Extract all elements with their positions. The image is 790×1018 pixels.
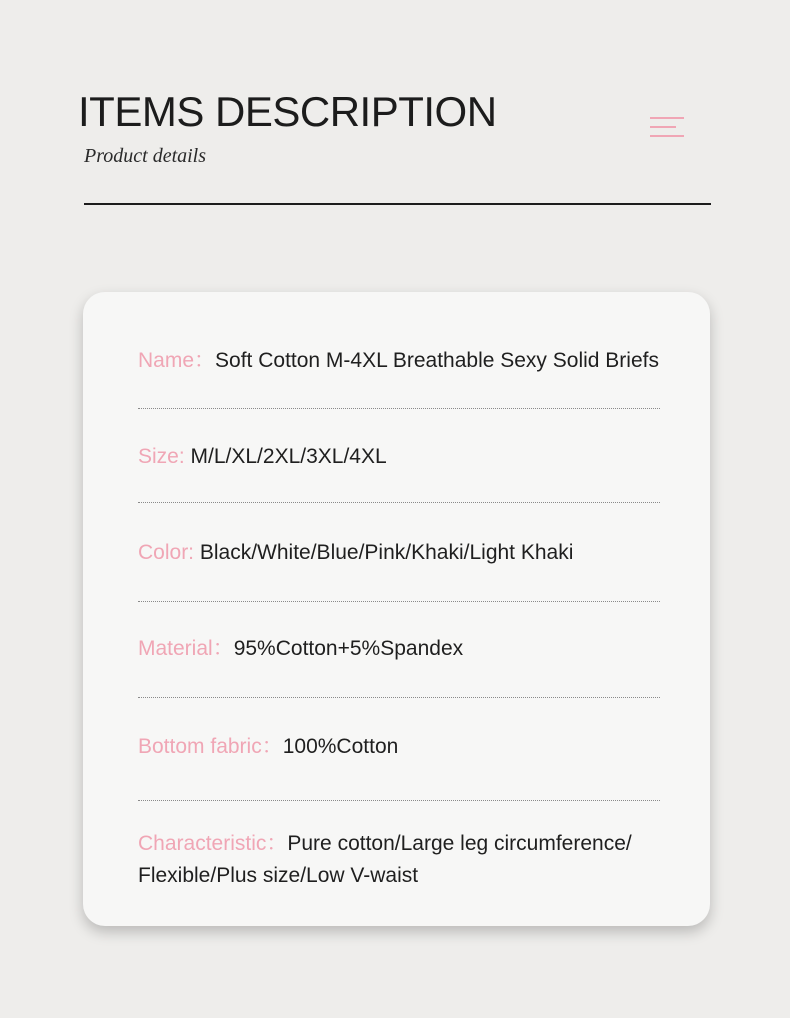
spec-label: Name： [138,349,216,372]
spec-label: Color: [138,541,200,564]
spec-row-bottom-fabric [138,731,708,763]
row-divider [138,408,660,409]
page-title: ITEMS DESCRIPTION [78,88,497,135]
spec-value: 95%Cotton+5%Spandex [233,637,464,660]
row-divider [138,502,660,503]
spec-row-characteristic [138,828,708,892]
spec-row-color [138,537,708,569]
row-divider [138,697,660,698]
spec-label: Bottom fabric： [138,735,283,758]
row-divider [138,800,660,801]
spec-row-material [138,633,708,665]
spec-value: Pure cotton/Large leg circumference/ Flexible/Plus size/Low V-waist [138,832,632,887]
row-divider [138,601,660,602]
page-subtitle: Product details [84,145,207,167]
spec-row-size [138,441,708,473]
spec-label: Size: [138,445,191,468]
spec-value: Black/White/Blue/Pink/Khaki/Light Khaki [199,541,574,564]
header-divider [84,203,711,205]
spec-value: Soft Cotton M-4XL Breathable Sexy Solid Briefs [215,349,659,372]
spec-value: 100%Cotton [282,735,399,758]
spec-row-name [138,345,708,377]
spec-value: M/L/XL/2XL/3XL/4XL [190,445,387,468]
spec-label: Characteristic： [138,832,288,855]
spec-label: Material： [138,637,234,660]
product-details-card [83,292,710,926]
menu-lines-icon[interactable] [650,117,684,139]
